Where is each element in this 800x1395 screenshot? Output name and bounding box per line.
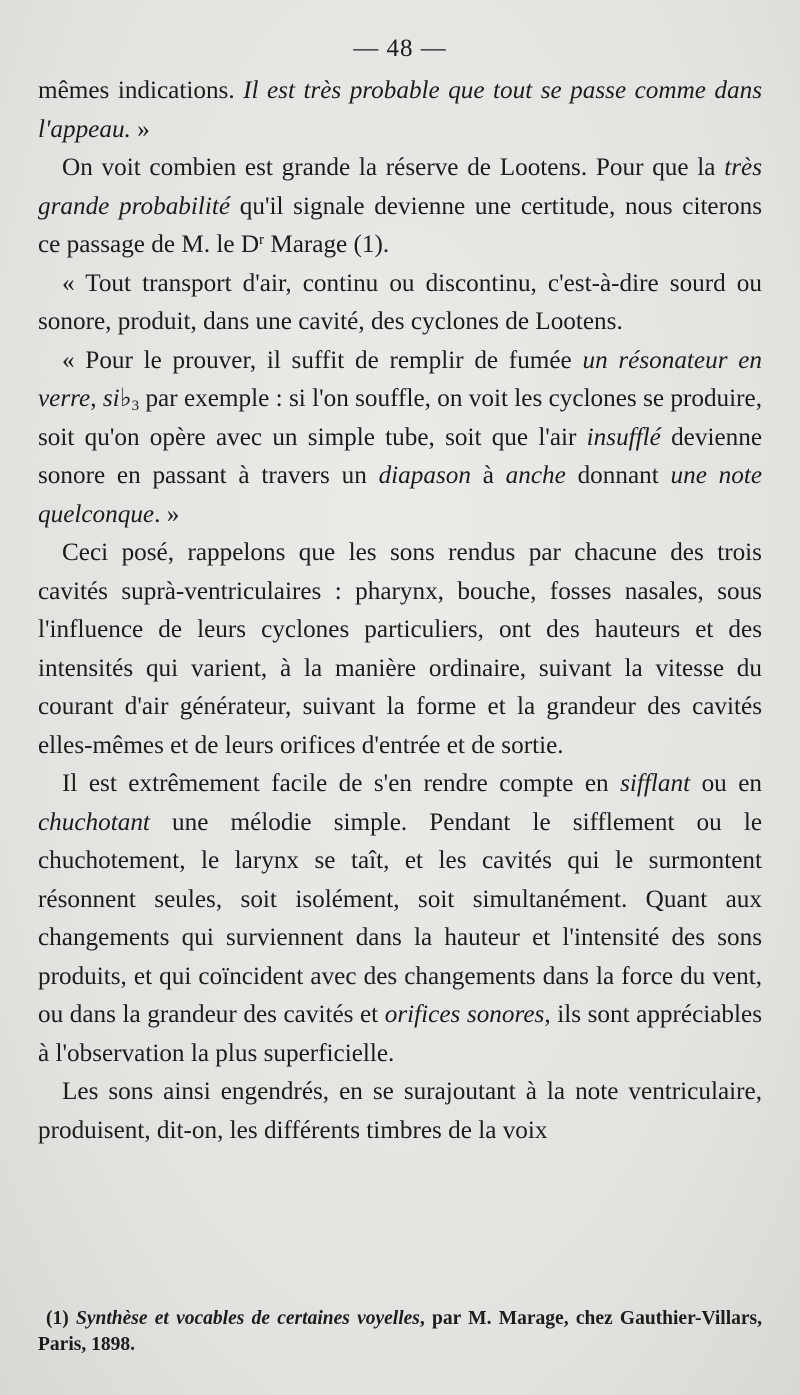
text-segment: une mélodie simple. Pendant le sifflement ou le chuchotement, le larynx se taît, et les cavités qui le surmontent résonnent seules, soit isolément, soit simultanément. Quant aux changements qui surviennent dans la hauteur et l'intensité des sons produits, et qui coïncident avec des changements dans la force du vent, ou dans la grandeur des cavités et xyxy=(38,808,762,1028)
text-segment: sifflant xyxy=(620,770,691,797)
paragraph xyxy=(38,149,762,265)
text-segment: devienne sonore en passant à travers un xyxy=(38,423,762,489)
text-segment: mêmes indications. xyxy=(38,77,244,104)
text-segment: diapason xyxy=(378,462,471,489)
text-segment: insufflé xyxy=(586,423,661,451)
text-segment: 3 xyxy=(131,398,140,414)
text-segment: , ils sont appréciables à l'observation la plus superficielle. xyxy=(38,1001,762,1067)
paragraph xyxy=(38,534,762,765)
footnote xyxy=(38,1306,762,1358)
paragraph xyxy=(38,265,762,342)
text-segment: Marage (1). xyxy=(264,231,390,258)
text-segment: Il est extrêmement facile de s'en rendre compte en xyxy=(62,770,621,797)
text-segment: , par M. Marage, chez Gauthier-Villars, Paris, 1898. xyxy=(38,1308,762,1355)
text-segment: un résonateur en verre xyxy=(38,346,762,412)
text-segment: ou en xyxy=(690,770,762,797)
text-segment: Les sons ainsi engendrés, en se surajoutant à la note ventriculaire, produisent, dit-on, les différents timbres de la voix xyxy=(38,1078,762,1144)
text-segment: » xyxy=(130,115,150,143)
page-number: — 48 — xyxy=(353,35,447,62)
text-segment: qu'il signale devienne une certitude, nous citerons ce passage de M. le D xyxy=(38,192,762,258)
text-segment: On voit combien est grande la réserve de Lootens. Pour que la xyxy=(62,154,725,181)
body-text xyxy=(38,72,762,1150)
text-segment: anche xyxy=(505,462,566,489)
text-segment: Synthèse et vocables de certaines voyelles xyxy=(76,1308,420,1329)
text-segment: chuchotant xyxy=(38,808,150,836)
text-segment: donnant xyxy=(565,462,671,489)
text-segment: « Tout transport d'air, continu ou discontinu, c'est-à-dire sourd ou sonore, produit, dans une cavité, des cyclones de Lootens. xyxy=(38,269,762,335)
text-segment: très grande probabilité xyxy=(38,154,762,220)
paragraph xyxy=(38,72,762,149)
text-segment: (1) xyxy=(46,1308,76,1329)
paragraph xyxy=(38,342,762,535)
text-segment: si♭ xyxy=(102,385,132,412)
text-segment: « Pour le prouver, il suffit de remplir de fumée xyxy=(62,346,583,374)
text-segment: une note quelconque xyxy=(38,462,762,528)
paragraph xyxy=(38,765,762,1073)
text-segment: Ceci posé, rappelons que les sons rendus par chacune des trois cavités suprà-ventriculaires : pharynx, bouche, fosses nasales, sous l'influence de leurs cyclones particuliers, ont des hauteurs et des intensités qui varient, à la manière ordinaire, suivant la vitesse du courant d'air générateur, suivant la forme et la grandeur des cavités elles-mêmes et de leurs orifices d'entrée et de sortie. xyxy=(38,539,762,759)
text-segment: r xyxy=(259,232,265,248)
text-segment: , xyxy=(90,385,103,412)
footnotes xyxy=(38,1306,762,1358)
paragraph xyxy=(38,1073,762,1150)
text-segment: Il est très probable que tout se passe comme dans l'appeau. xyxy=(38,77,762,143)
text-segment: à xyxy=(470,462,506,489)
text-segment: par exemple : si l'on souffle, on voit les cyclones se produire, soit qu'on opère avec un simple tube, soit que l'air xyxy=(38,385,763,451)
text-segment: orifices sonores xyxy=(384,1001,545,1028)
text-segment: . » xyxy=(154,500,180,528)
